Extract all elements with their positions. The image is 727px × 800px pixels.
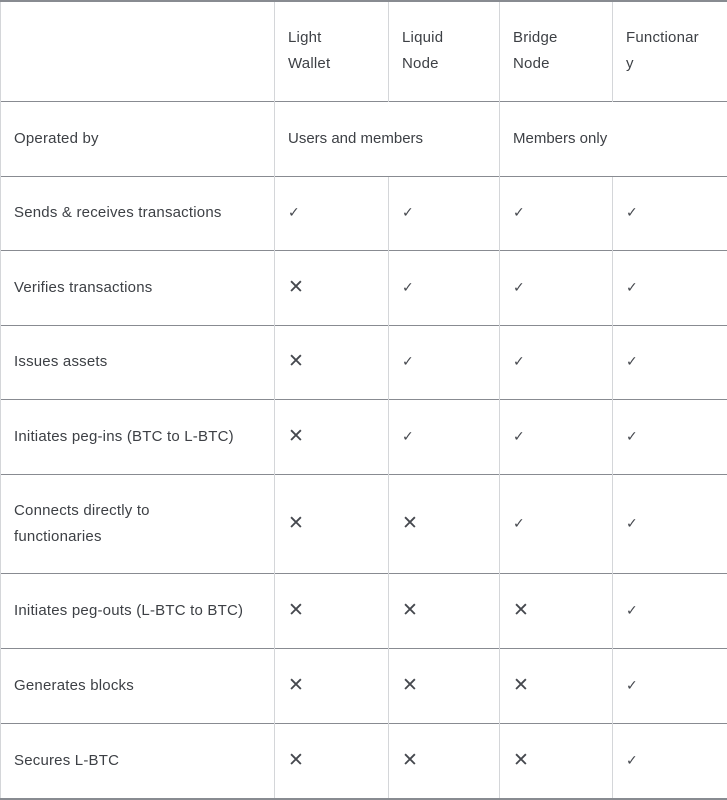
feature-row: [1, 325, 727, 399]
check-icon: ✓: [402, 424, 414, 450]
column-header-label: Functionary: [626, 25, 705, 77]
check-icon: ✓: [513, 200, 525, 226]
corner-cell: [1, 1, 275, 101]
row-label: Generates blocks: [1, 648, 275, 723]
mark-cell: [500, 573, 613, 648]
mark-cell: [275, 573, 389, 648]
check-icon: ✓: [288, 200, 300, 226]
mark-cell: [500, 176, 613, 250]
check-icon: ✓: [402, 200, 414, 226]
operated-by-users-and-members-cell: Users and members: [275, 101, 500, 176]
check-icon: ✓: [626, 598, 638, 624]
check-icon: ✓: [626, 349, 638, 375]
row-label: Verifies transactions: [1, 250, 275, 325]
row-label: Operated by: [1, 101, 275, 176]
check-icon: ✓: [626, 424, 638, 450]
mark-cell: [613, 176, 727, 250]
check-icon: ✓: [626, 200, 638, 226]
check-icon: ✓: [513, 349, 525, 375]
feature-row: [1, 573, 727, 648]
cross-icon: ✕: [288, 747, 304, 773]
mark-cell: [500, 250, 613, 325]
mark-cell: [275, 250, 389, 325]
mark-cell: [613, 573, 727, 648]
column-header-bridge-node: [500, 1, 613, 101]
mark-cell: [389, 648, 500, 723]
check-icon: ✓: [626, 748, 638, 774]
row-label: [1, 474, 275, 573]
check-icon: ✓: [626, 275, 638, 301]
mark-cell: [500, 325, 613, 399]
mark-cell: [275, 474, 389, 573]
mark-cell: [389, 474, 500, 573]
mark-cell: [389, 399, 500, 474]
column-header-label: Liquid Node: [402, 25, 466, 77]
cross-icon: ✕: [402, 510, 418, 536]
mark-cell: [500, 399, 613, 474]
mark-cell: [389, 325, 500, 399]
feature-row: [1, 723, 727, 799]
mark-cell: [275, 176, 389, 250]
mark-cell: [500, 474, 613, 573]
check-icon: ✓: [402, 275, 414, 301]
column-header-label: Light Wallet: [288, 25, 352, 77]
row-label: Sends & receives transactions: [1, 176, 275, 250]
feature-row: [1, 474, 727, 573]
cross-icon: ✕: [288, 274, 304, 300]
row-label-text: Connects directly to functionaries: [14, 498, 169, 550]
mark-cell: [275, 723, 389, 799]
check-icon: ✓: [513, 511, 525, 537]
operated-by-row: [1, 101, 727, 176]
mark-cell: [613, 325, 727, 399]
mark-cell: [613, 250, 727, 325]
row-label: Initiates peg-ins (BTC to L-BTC): [1, 399, 275, 474]
mark-cell: [275, 325, 389, 399]
check-icon: ✓: [626, 673, 638, 699]
mark-cell: [275, 648, 389, 723]
feature-row: [1, 176, 727, 250]
cross-icon: ✕: [513, 597, 529, 623]
header-row: [1, 1, 727, 101]
row-label: Secures L-BTC: [1, 723, 275, 799]
operated-by-members-only-cell: Members only: [500, 101, 727, 176]
mark-cell: [275, 399, 389, 474]
mark-cell: [389, 250, 500, 325]
column-header-functionary: [613, 1, 727, 101]
mark-cell: [389, 176, 500, 250]
cross-icon: ✕: [513, 747, 529, 773]
cross-icon: ✕: [288, 510, 304, 536]
check-icon: ✓: [402, 349, 414, 375]
check-icon: ✓: [513, 424, 525, 450]
feature-row: [1, 399, 727, 474]
mark-cell: [613, 474, 727, 573]
mark-cell: [613, 648, 727, 723]
check-icon: ✓: [626, 511, 638, 537]
cross-icon: ✕: [288, 672, 304, 698]
cross-icon: ✕: [288, 348, 304, 374]
feature-row: [1, 250, 727, 325]
column-header-liquid-node: [389, 1, 500, 101]
cross-icon: ✕: [402, 747, 418, 773]
row-label: Initiates peg-outs (L-BTC to BTC): [1, 573, 275, 648]
check-icon: ✓: [513, 275, 525, 301]
mark-cell: [613, 399, 727, 474]
mark-cell: [389, 573, 500, 648]
mark-cell: [389, 723, 500, 799]
feature-row: [1, 648, 727, 723]
cross-icon: ✕: [288, 423, 304, 449]
column-header-light-wallet: [275, 1, 389, 101]
mark-cell: [500, 723, 613, 799]
cross-icon: ✕: [402, 597, 418, 623]
cross-icon: ✕: [513, 672, 529, 698]
mark-cell: [500, 648, 613, 723]
cross-icon: ✕: [288, 597, 304, 623]
row-label: Issues assets: [1, 325, 275, 399]
cross-icon: ✕: [402, 672, 418, 698]
mark-cell: [613, 723, 727, 799]
column-header-label: Bridge Node: [513, 25, 577, 77]
